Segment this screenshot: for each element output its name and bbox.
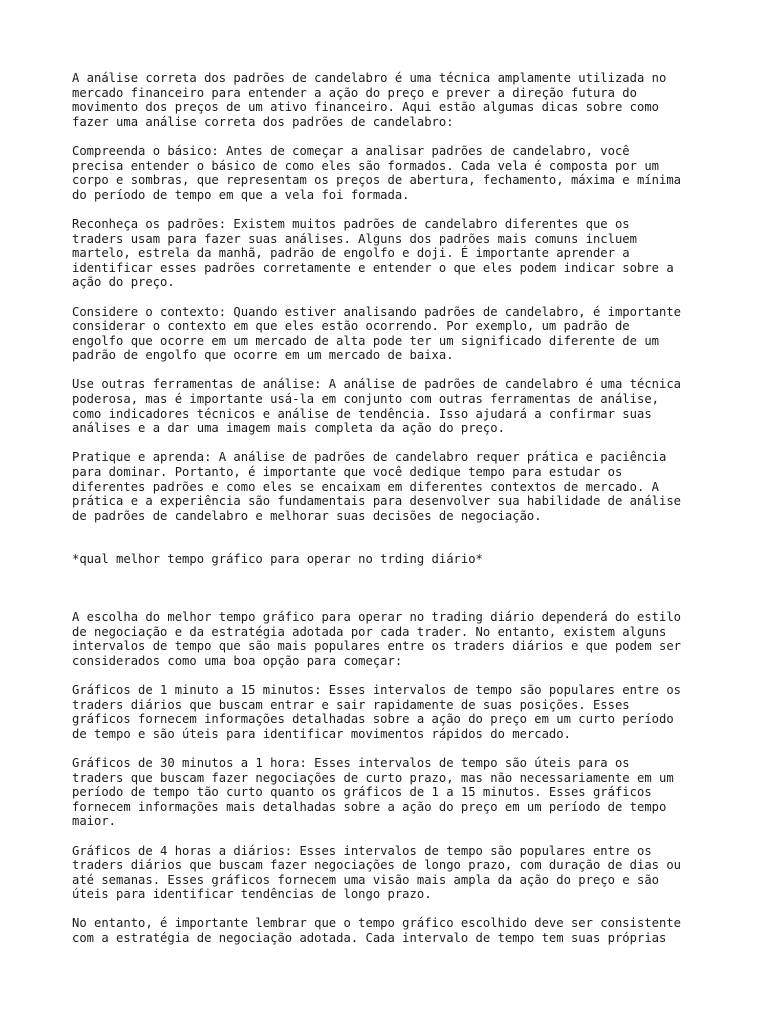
- paragraph-basics: Compreenda o básico: Antes de começar a analisar padrões de candelabro, você precisa entender o básico de como eles são formados. Cada vela é composta por um corpo e sombras, que representam os preços de abertura, fechamento, máxima e mínima do período de tempo em que a vela foi formada.: [72, 143, 682, 202]
- paragraph-1-15-minutes: Gráficos de 1 minuto a 15 minutos: Esses intervalos de tempo são populares entre os traders diários que buscam entrar e sair rapidamente de suas posições. Esses gráficos fornecem informações detalhadas sobre a ação do preço em um curto período de tempo e são úteis para identificar movimentos rápidos do mercado.: [72, 682, 682, 741]
- paragraph-practice: Pratique e aprenda: A análise de padrões de candelabro requer prática e paciência para dominar. Portanto, é importante que você dedique tempo para estudar os diferentes padrões e como eles se encaixam em diferentes contextos de mercado. A prática e a experiência são fundamentais para desenvolver sua habilidade de análise de padrões de candelabro e melhorar suas decisões de negociação.: [72, 450, 682, 523]
- paragraph-patterns: Reconheça os padrões: Existem muitos padrões de candelabro diferentes que os traders usam para fazer suas análises. Alguns dos padrões mais comuns incluem martelo, estrela da manhã, padrão de engolfo e doji. É importante aprender a identificar esses padrões corretamente e entender o que eles podem indicar sobre a ação do preço.: [72, 216, 674, 290]
- paragraph-conclusion: No entanto, é importante lembrar que o tempo gráfico escolhido deve ser consistente com a estratégia de negociação adotada. Cada intervalo de tempo tem suas próprias: [72, 916, 682, 946]
- paragraph-other-tools: Use outras ferramentas de análise: A análise de padrões de candelabro é uma técnica poderosa, mas é importante usá-la em conjunto com outras ferramentas de análise, como indicadores técnicos e análise de tendência. Isso ajudará a confirmar suas análises e a dar uma imagem mais completa da ação do preço.: [72, 377, 682, 436]
- paragraph-intro: A análise correta dos padrões de candelabro é uma técnica amplamente utilizada no mercado financeiro para entender a ação do preço e prever a direção futura do movimento dos preços de um ativo financeiro. Aqui estão algumas dicas sobre como fazer uma análise correta dos padrões de candelabro:: [72, 71, 667, 129]
- paragraph-context: Considere o contexto: Quando estiver analisando padrões de candelabro, é importante considerar o contexto em que eles estão ocorrendo. Por exemplo, um padrão de engolfo que ocorre em um mercado de alta pode ter um significado diferente de um padrão de engolfo que ocorre em um mercado de baixa.: [72, 304, 682, 363]
- document-page: [72, 71, 712, 960]
- paragraph-30min-1hour: Gráficos de 30 minutos a 1 hora: Esses intervalos de tempo são úteis para os traders que buscam fazer negociações de curto prazo, mas não necessariamente em um período de tempo tão curto quanto os gráficos de 1 a 15 minutos. Esses gráficos fornecem informações mais detalhadas sobre a ação do preço em um período de tempo maior.: [72, 755, 674, 829]
- section-heading: *qual melhor tempo gráfico para operar no trding diário*: [72, 552, 483, 567]
- paragraph-4hours-daily: Gráficos de 4 horas a diários: Esses intervalos de tempo são populares entre os traders diários que buscam fazer negociações de longo prazo, com duração de dias ou até semanas. Esses gráficos fornecem uma visão mais ampla da ação do preço e são úteis para identificar tendências de longo prazo.: [72, 843, 682, 902]
- paragraph-timeframe-intro: A escolha do melhor tempo gráfico para operar no trading diário dependerá do estilo de negociação e da estratégia adotada por cada trader. No entanto, existem alguns intervalos de tempo que são mais populares entre os traders diários e que podem ser considerados como uma boa opção para começar:: [72, 610, 682, 668]
